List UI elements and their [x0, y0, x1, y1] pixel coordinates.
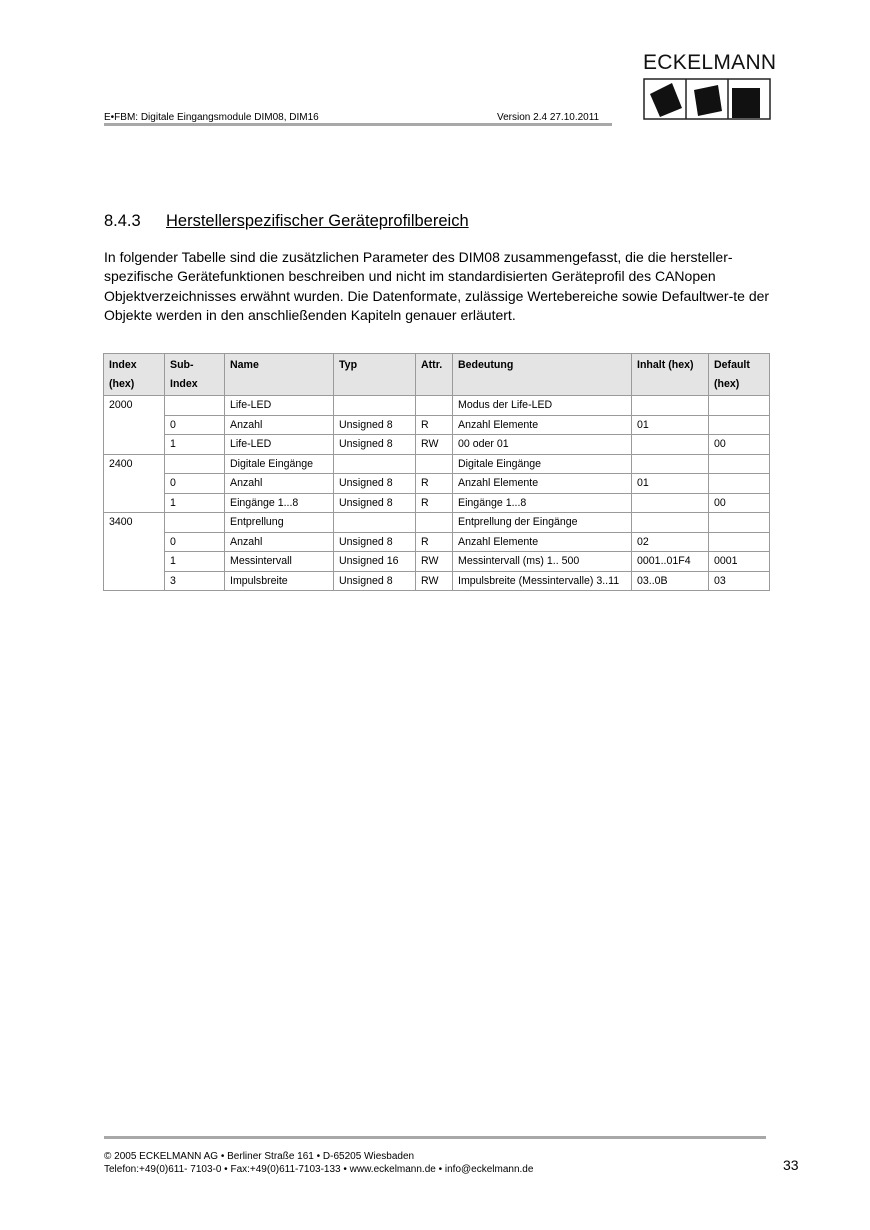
- table-cell: [165, 396, 225, 416]
- table-cell: Digitale Eingänge: [225, 454, 334, 474]
- section-title: Herstellerspezifischer Geräteprofilbereich: [166, 212, 469, 230]
- table-cell: 03..0B: [632, 571, 709, 591]
- table-cell: Unsigned 16: [334, 552, 416, 572]
- table-cell: Unsigned 8: [334, 415, 416, 435]
- doc-title: E•FBM: Digitale Eingangsmodule DIM08, DIM16: [104, 112, 319, 123]
- table-cell: [104, 415, 165, 435]
- table-cell: R: [416, 415, 453, 435]
- footer-address: © 2005 ECKELMANN AG • Berliner Straße 161 • D-65205 Wiesbaden: [104, 1151, 415, 1162]
- col-bedeutung: Bedeutung: [453, 354, 632, 396]
- table-cell: [104, 571, 165, 591]
- table-cell: [165, 454, 225, 474]
- table-cell: 2400: [104, 454, 165, 474]
- table-cell: Unsigned 8: [334, 493, 416, 513]
- table-cell: [632, 493, 709, 513]
- table-cell: 01: [632, 415, 709, 435]
- table-cell: [709, 415, 770, 435]
- table-cell: [632, 513, 709, 533]
- table-cell: RW: [416, 552, 453, 572]
- table-cell: 3400: [104, 513, 165, 533]
- table-cell: [104, 493, 165, 513]
- table-cell: [416, 454, 453, 474]
- table-row: [104, 435, 770, 455]
- table-cell: [709, 532, 770, 552]
- footer-rule: [104, 1136, 766, 1139]
- table-cell: [104, 532, 165, 552]
- table-cell: Eingänge 1...8: [453, 493, 632, 513]
- table-row: [104, 454, 770, 474]
- doc-version: Version 2.4 27.10.2011: [497, 112, 600, 123]
- table-cell: Anzahl Elemente: [453, 474, 632, 494]
- table-row: [104, 396, 770, 416]
- table-cell: [632, 435, 709, 455]
- table-cell: [334, 454, 416, 474]
- table-cell: Messintervall (ms) 1.. 500: [453, 552, 632, 572]
- table-row: [104, 493, 770, 513]
- table-cell: 1: [165, 493, 225, 513]
- page-number: 33: [783, 1157, 799, 1173]
- table-cell: Anzahl Elemente: [453, 415, 632, 435]
- table-cell: [334, 396, 416, 416]
- table-cell: RW: [416, 571, 453, 591]
- logo-wordmark: ECKELMANN: [643, 51, 777, 74]
- table-row: [104, 552, 770, 572]
- table-cell: Modus der Life-LED: [453, 396, 632, 416]
- table-cell: [104, 435, 165, 455]
- table-row: [104, 474, 770, 494]
- table-row: [104, 571, 770, 591]
- table-cell: Unsigned 8: [334, 435, 416, 455]
- table-cell: 1: [165, 435, 225, 455]
- table-cell: 00: [709, 493, 770, 513]
- section-heading: [104, 212, 469, 231]
- company-logo: [643, 51, 777, 120]
- table-cell: Impulsbreite (Messintervalle) 3..11: [453, 571, 632, 591]
- table-cell: R: [416, 493, 453, 513]
- table-cell: Eingänge 1...8: [225, 493, 334, 513]
- col-subindex: Sub-Index: [165, 354, 225, 396]
- table-cell: Life-LED: [225, 396, 334, 416]
- table-cell: [104, 474, 165, 494]
- col-name: Name: [225, 354, 334, 396]
- table-cell: 0: [165, 415, 225, 435]
- col-attr: Attr.: [416, 354, 453, 396]
- table-cell: 00: [709, 435, 770, 455]
- table-cell: 0: [165, 532, 225, 552]
- table-cell: R: [416, 532, 453, 552]
- table-cell: Unsigned 8: [334, 532, 416, 552]
- table-cell: Anzahl: [225, 532, 334, 552]
- table-cell: [709, 396, 770, 416]
- parameter-table: [103, 353, 770, 591]
- table-cell: 01: [632, 474, 709, 494]
- table-row: [104, 532, 770, 552]
- table-cell: [709, 474, 770, 494]
- table-cell: 3: [165, 571, 225, 591]
- table-cell: [632, 454, 709, 474]
- table-cell: [165, 513, 225, 533]
- table-cell: [709, 454, 770, 474]
- section-number: 8.4.3: [104, 212, 141, 230]
- table-cell: Anzahl Elemente: [453, 532, 632, 552]
- table-cell: Unsigned 8: [334, 474, 416, 494]
- table-cell: [104, 552, 165, 572]
- table-cell: Digitale Eingänge: [453, 454, 632, 474]
- header-rule: [104, 123, 612, 126]
- table-row: [104, 415, 770, 435]
- table-cell: 0001..01F4: [632, 552, 709, 572]
- intro-paragraph: In folgender Tabelle sind die zusätzlichen Parameter des DIM08 zusammengefasst, die die hersteller-spezifische Gerätefunktionen beschreiben und nicht im standardisierten Geräteprofil des CANopen Objektverzeichnisses erwähnt wurden. Die Datenformate, zulässige Wertebereiche sowie Defaultwer-te der Objekte werden in den anschließenden Kapiteln genauer erläutert.: [104, 249, 770, 324]
- table-cell: Anzahl: [225, 474, 334, 494]
- logo-squares-icon: [643, 78, 771, 120]
- table-row: [104, 513, 770, 533]
- col-inhalt: Inhalt (hex): [632, 354, 709, 396]
- table-cell: 03: [709, 571, 770, 591]
- table-cell: Entprellung der Eingänge: [453, 513, 632, 533]
- table-cell: 02: [632, 532, 709, 552]
- table-cell: R: [416, 474, 453, 494]
- table-cell: 0: [165, 474, 225, 494]
- table-cell: Life-LED: [225, 435, 334, 455]
- table-cell: [416, 513, 453, 533]
- table-cell: Messintervall: [225, 552, 334, 572]
- table-cell: Unsigned 8: [334, 571, 416, 591]
- table-header-row: [104, 354, 770, 396]
- table-cell: RW: [416, 435, 453, 455]
- table-cell: Impulsbreite: [225, 571, 334, 591]
- footer-contact: Telefon:+49(0)611- 7103-0 • Fax:+49(0)611-7103-133 • www.eckelmann.de • info@eckelmann.de: [104, 1164, 534, 1175]
- table-cell: [334, 513, 416, 533]
- table-cell: [416, 396, 453, 416]
- col-index: Index (hex): [104, 354, 165, 396]
- table-cell: [632, 396, 709, 416]
- table-cell: 0001: [709, 552, 770, 572]
- table-cell: Entprellung: [225, 513, 334, 533]
- table-cell: 2000: [104, 396, 165, 416]
- table-cell: 1: [165, 552, 225, 572]
- table-cell: Anzahl: [225, 415, 334, 435]
- col-typ: Typ: [334, 354, 416, 396]
- table-cell: [709, 513, 770, 533]
- col-default: Default (hex): [709, 354, 770, 396]
- table-cell: 00 oder 01: [453, 435, 632, 455]
